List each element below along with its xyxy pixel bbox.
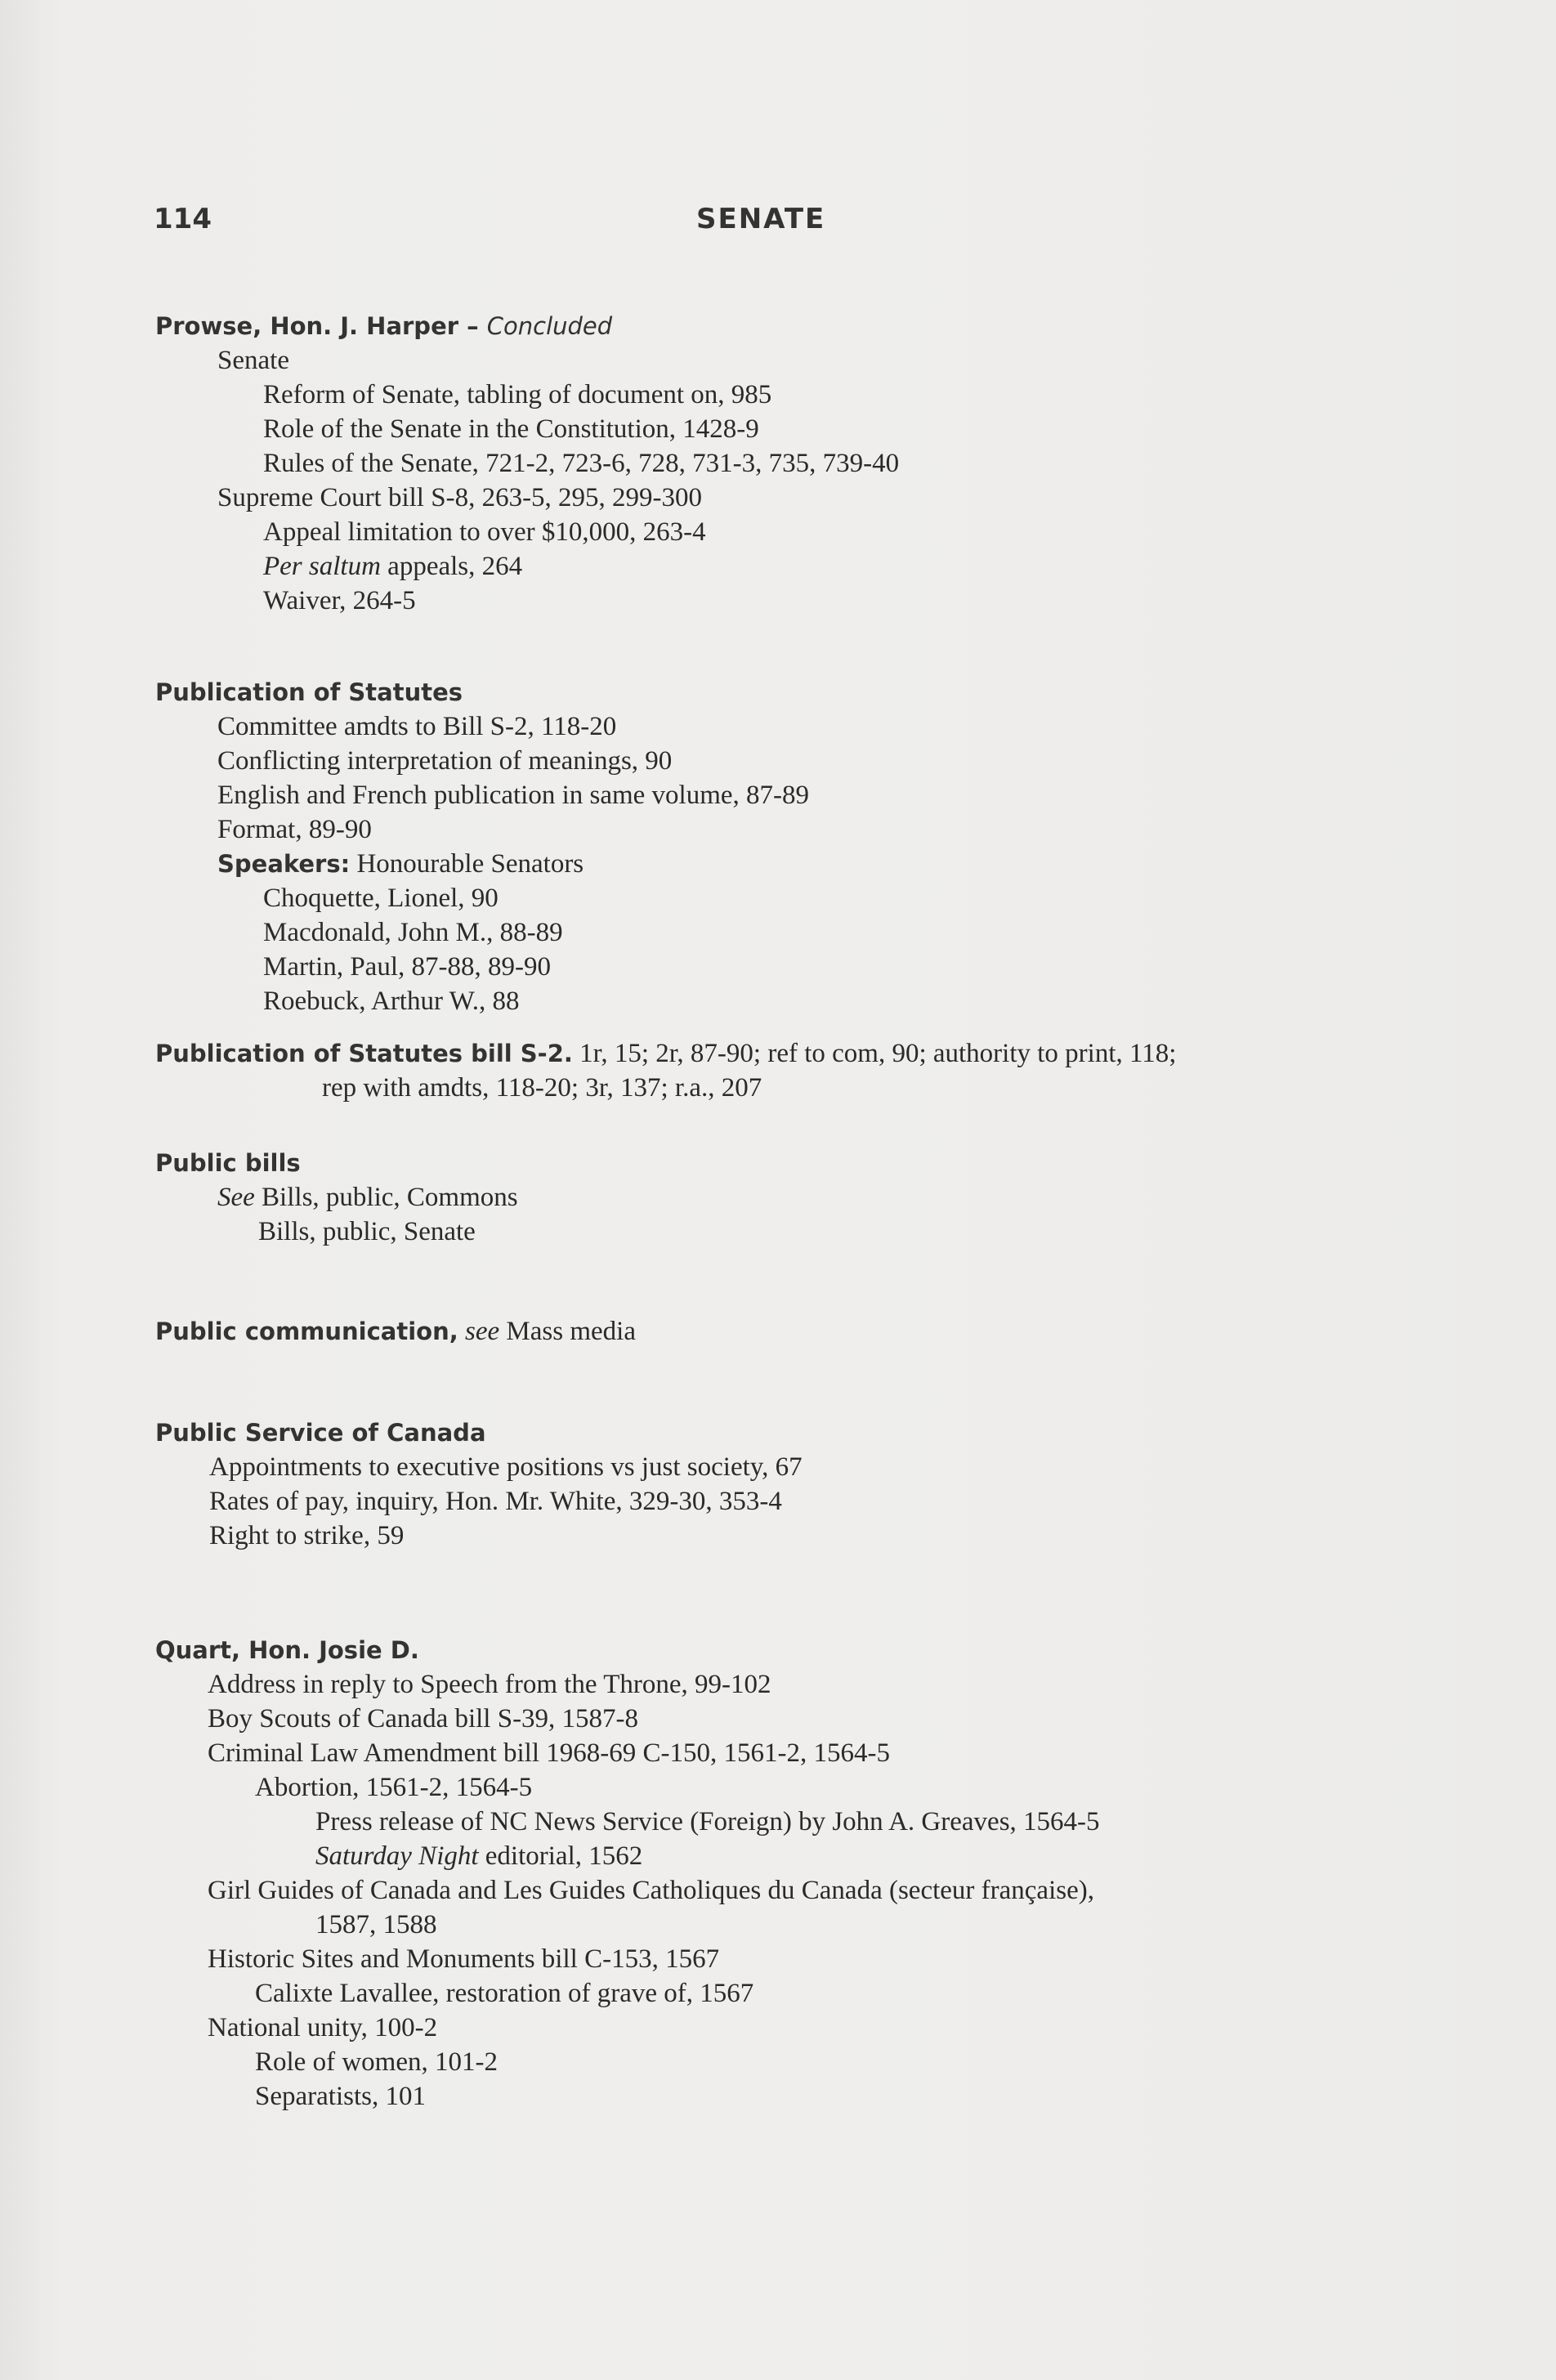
- subentry: Bills, public, Senate: [258, 1217, 476, 1246]
- subentry: Girl Guides of Canada and Les Guides Catholiques du Canada (secteur française),: [208, 1876, 1094, 1905]
- entry-heading: [0, 1036, 1556, 1071]
- subentry: Appointments to executive positions vs just society, 67: [209, 1452, 803, 1482]
- heading-text: Prowse, Hon. J. Harper: [155, 312, 459, 340]
- subentry: Roebuck, Arthur W., 88: [263, 986, 520, 1016]
- see-label: See: [217, 1183, 255, 1212]
- heading-dash: –: [458, 312, 487, 340]
- subentry: Role of the Senate in the Constitution, 1428-9: [263, 414, 759, 444]
- entry-heading: [0, 1416, 1556, 1450]
- entry-public-communication: [0, 1314, 1556, 1349]
- subentry: Supreme Court bill S-8, 263-5, 295, 299-300: [217, 483, 703, 512]
- subentry: Conflicting interpretation of meanings, 90: [217, 746, 673, 776]
- subentry: Boy Scouts of Canada bill S-39, 1587-8: [208, 1704, 639, 1734]
- heading-text: Public communication,: [155, 1318, 458, 1345]
- subentry: Waiver, 264-5: [263, 586, 416, 615]
- entry-heading: [0, 309, 1556, 343]
- subentry: Calixte Lavallee, restoration of grave of, 1567: [255, 1979, 754, 2008]
- heading-text: Publication of Statutes bill S-2.: [155, 1040, 573, 1067]
- subentry-text: 1r, 15; 2r, 87-90; ref to com, 90; authority to print, 118;: [572, 1039, 1177, 1068]
- see-label: see: [458, 1317, 500, 1346]
- heading-text: Public bills: [155, 1149, 301, 1177]
- subentry: Role of women, 101-2: [255, 2047, 498, 2077]
- subentry: Address in reply to Speech from the Throne, 99-102: [208, 1670, 771, 1699]
- page-title: SENATE: [696, 203, 826, 235]
- page-number: 114: [154, 203, 212, 235]
- subentry: Separatists, 101: [255, 2082, 426, 2111]
- italic-term: Saturday Night: [315, 1841, 479, 1871]
- subentry: Rules of the Senate, 721-2, 723-6, 728, 731-3, 735, 739-40: [263, 449, 900, 478]
- subentry: 1587, 1588: [315, 1910, 437, 1939]
- subentry: Committee amdts to Bill S-2, 118-20: [217, 712, 617, 741]
- subentry: Rates of pay, inquiry, Hon. Mr. White, 329-30, 353-4: [209, 1487, 782, 1516]
- subentry-text: appeals, 264: [380, 552, 523, 581]
- entry-quart: [0, 1633, 1556, 2114]
- subentry: Choquette, Lionel, 90: [263, 884, 499, 913]
- subentry: Reform of Senate, tabling of document on, 985: [263, 380, 772, 409]
- subentry: [0, 1839, 1556, 1873]
- subentry-text: editorial, 1562: [478, 1841, 643, 1871]
- subentry: rep with amdts, 118-20; 3r, 137; r.a., 207: [322, 1073, 762, 1103]
- entry-public-bills: [0, 1146, 1556, 1249]
- italic-term: Per saltum: [263, 552, 381, 581]
- speakers-label: Speakers:: [217, 850, 351, 878]
- entry-publication-bill: [0, 1036, 1556, 1105]
- subentry: National unity, 100-2: [208, 2013, 438, 2042]
- subentry: Appeal limitation to over $10,000, 263-4: [263, 517, 706, 547]
- subentry: Macdonald, John M., 88-89: [263, 918, 563, 947]
- heading-text: Public Service of Canada: [155, 1419, 486, 1447]
- entry-public-service: [0, 1416, 1556, 1553]
- subentry: Criminal Law Amendment bill 1968-69 C-150, 1561-2, 1564-5: [208, 1738, 890, 1768]
- subentry: Martin, Paul, 87-88, 89-90: [263, 952, 551, 982]
- heading-text: Publication of Statutes: [155, 678, 463, 706]
- entry-prowse: [0, 309, 1556, 618]
- subentry: [0, 549, 1556, 584]
- entry-heading: [0, 1314, 1556, 1349]
- subentry: English and French publication in same volume, 87-89: [217, 781, 810, 810]
- index-content: [0, 309, 1556, 2114]
- subentry: Right to strike, 59: [209, 1521, 405, 1550]
- entry-heading: [0, 1146, 1556, 1180]
- subentry: [0, 1180, 1556, 1215]
- subentry-text: Honourable Senators: [350, 849, 584, 879]
- heading-concluded: Concluded: [486, 312, 613, 340]
- entry-heading: [0, 1633, 1556, 1667]
- subentry: Press release of NC News Service (Foreign) by John A. Greaves, 1564-5: [315, 1807, 1100, 1836]
- entry-publication-of-statutes: [0, 675, 1556, 1018]
- subentry-text: Bills, public, Commons: [254, 1183, 518, 1212]
- heading-text: Quart, Hon. Josie D.: [155, 1636, 419, 1664]
- subentry: Historic Sites and Monuments bill C-153, 1567: [208, 1944, 720, 1974]
- subentry: Abortion, 1561-2, 1564-5: [255, 1773, 533, 1802]
- subentry: [0, 847, 1556, 881]
- subentry: Senate: [217, 346, 289, 375]
- subentry: Format, 89-90: [217, 815, 372, 844]
- entry-heading: [0, 675, 1556, 709]
- subentry-text: Mass media: [499, 1317, 636, 1346]
